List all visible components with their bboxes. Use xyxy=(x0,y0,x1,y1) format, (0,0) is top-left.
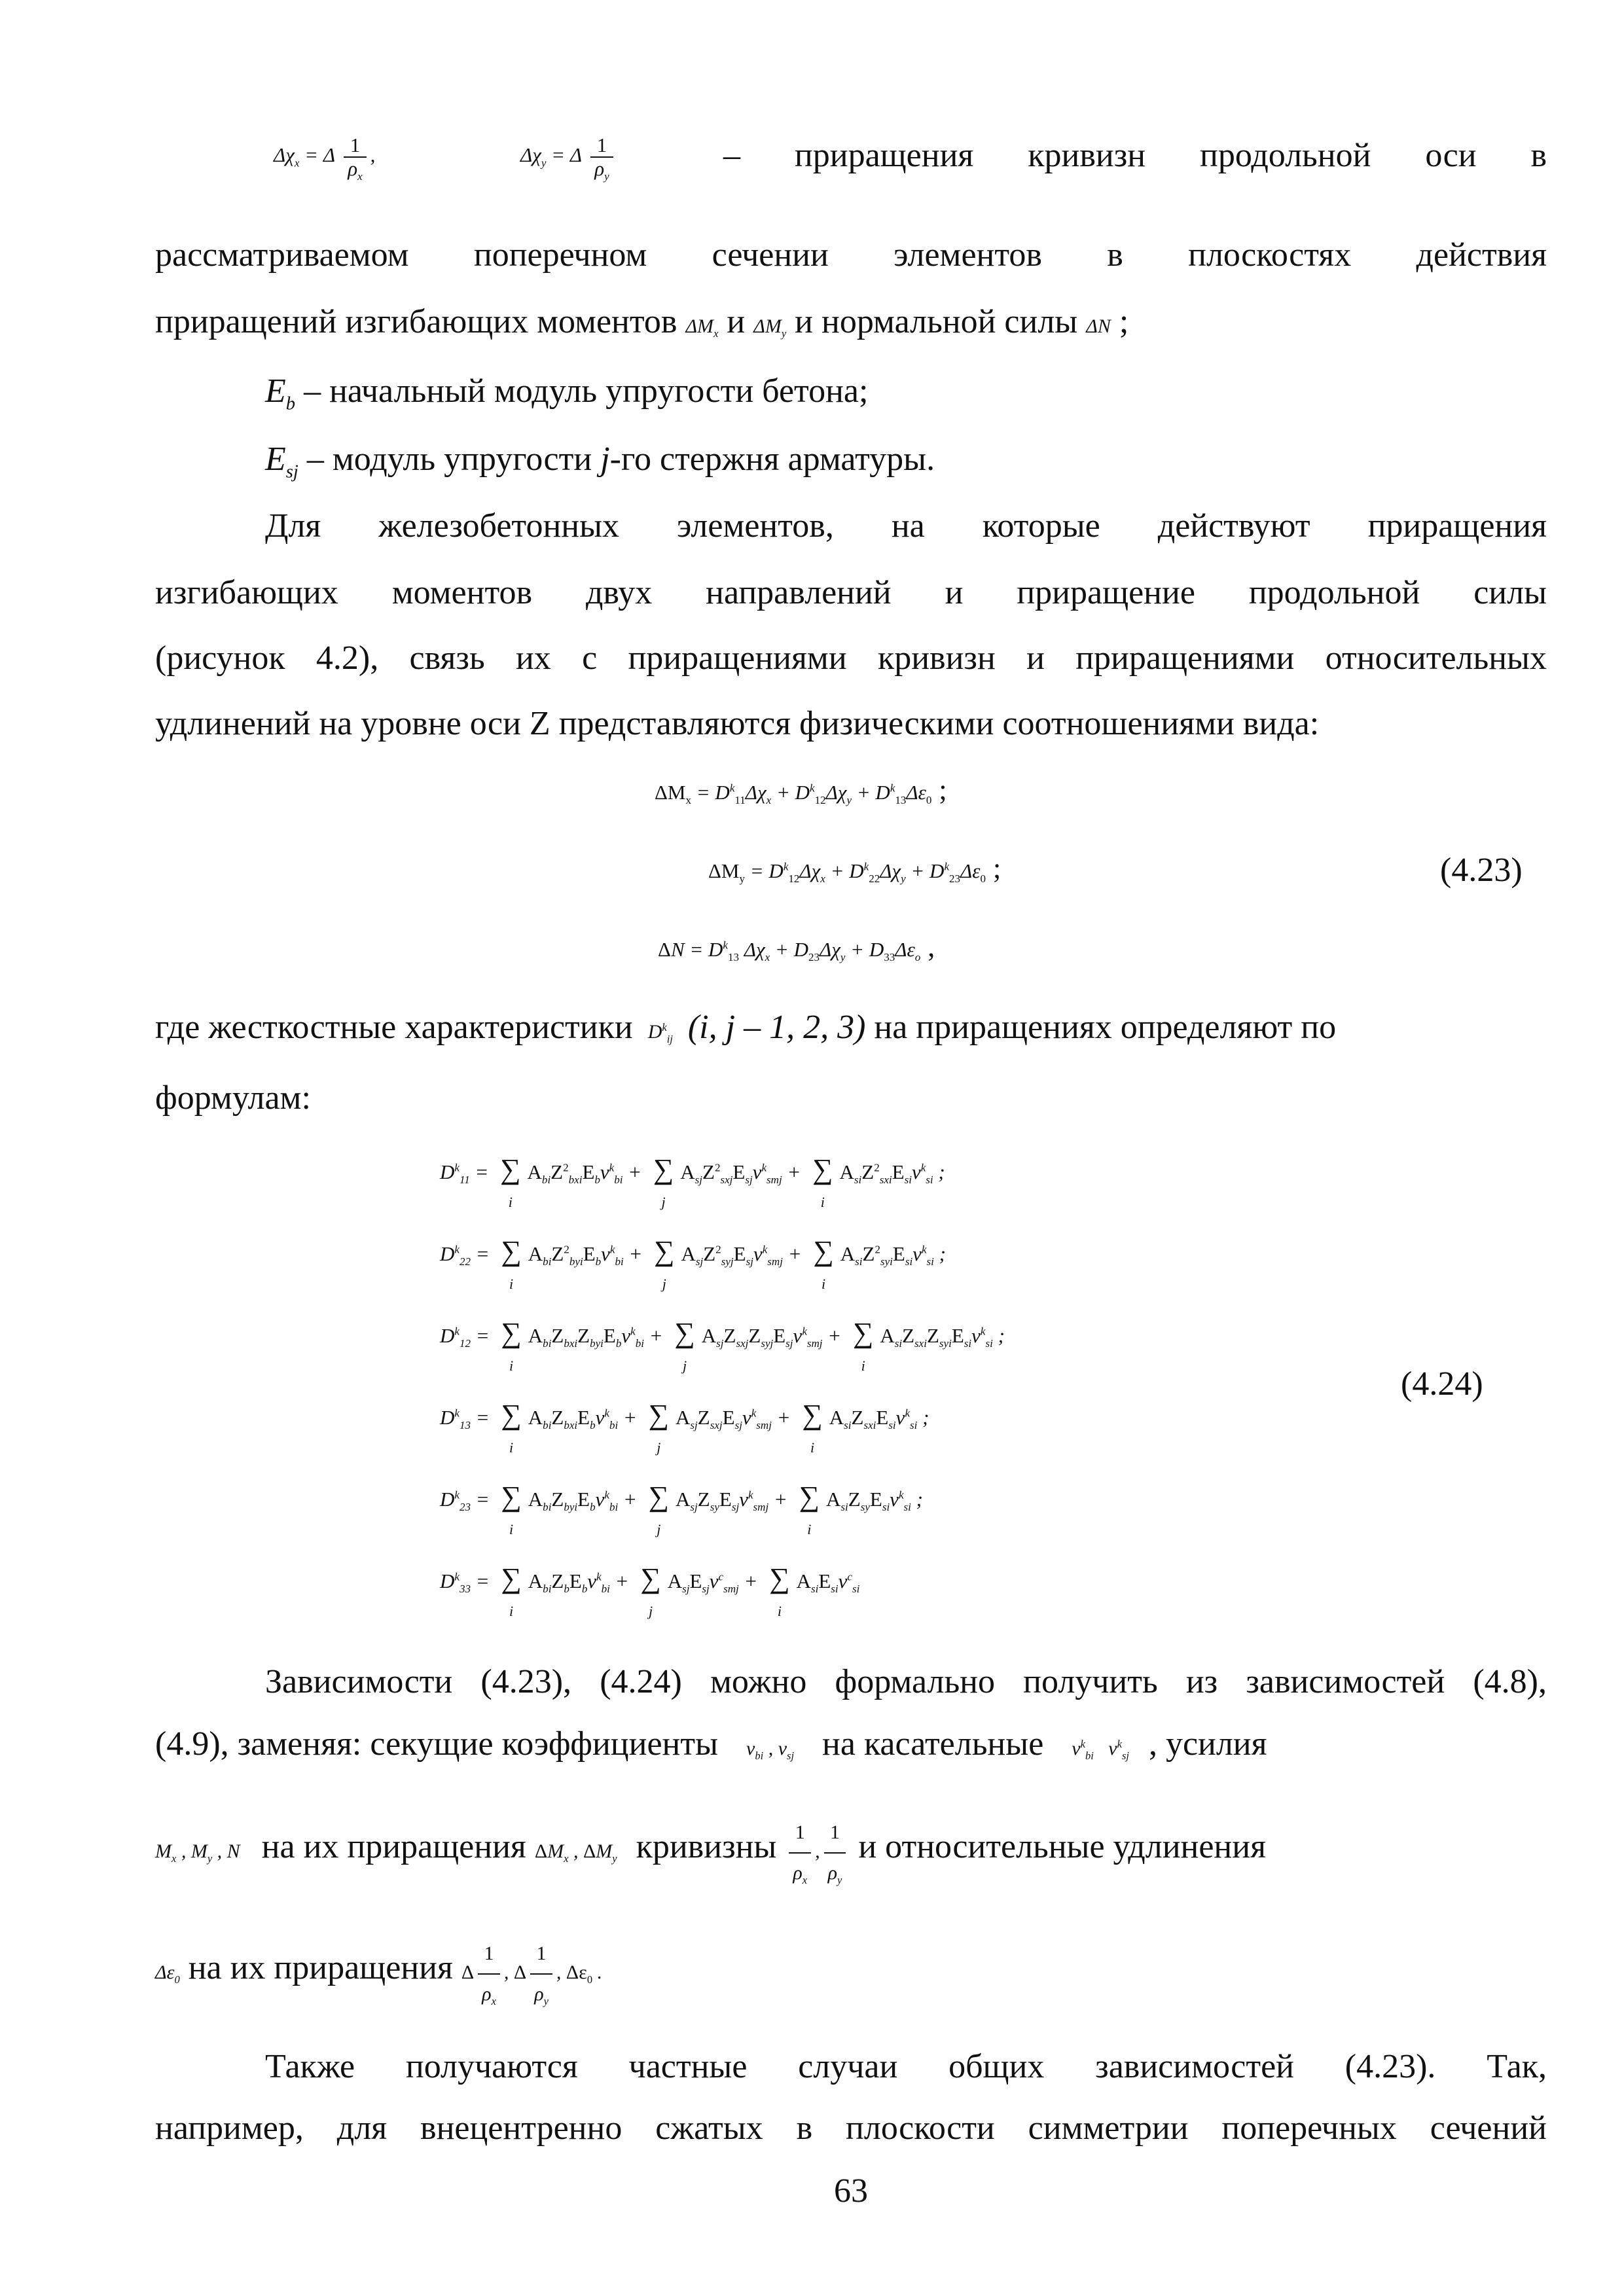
paragraph2-line1: Для железобетонных элементов, на которые действуют приращения xyxy=(265,507,1547,545)
paragraph5-line1: Также получаются частные случаи общих зависимостей (4.23). Так, xyxy=(265,2048,1547,2085)
equation-number-4-24: (4.24) xyxy=(1401,1365,1483,1403)
symbol-delta-mx: $\Delta M_x$ xyxy=(685,315,719,340)
paragraph1-text-b: и xyxy=(727,303,746,340)
eq424-row-12: $D^k_{12}$ = ∑ i $A_{bi}Z_{bxi}Z_{byi}E_b\nu^k_{bi}$ + ∑ j $A_{sj}Z_{sxj}Z_{syj}E_{sj}\nu^k_{smj}$ + ∑ i $A_{si}Z_{sxi}Z_{syi}E_{si}\nu^k_{si}$ ; xyxy=(440,1317,1005,1374)
eq-delta-chi-x: $\Delta\chi_x = \Delta$ $\frac{1}{\rho_x}$ , xyxy=(274,134,376,183)
eq423-row3: $\Delta N = D^k_{13}$ $\Delta\chi_x + D_{23}\Delta\chi_y + D_{33}\Delta\varepsilon_o$ , xyxy=(658,931,935,964)
paragraph1-text-c: и нормальной силы xyxy=(795,303,1078,340)
definition-eb: $E_b$ – начальный модуль упругости бетона; xyxy=(265,372,869,414)
paragraph1-text-a: приращений изгибающих моментов xyxy=(155,303,677,340)
paragraph2-line4: удлинений на уровне оси Z представляются физическими соотношениями вида: xyxy=(155,705,1320,742)
symbol-d-ij-k: $D^k_{ij}$ xyxy=(647,1021,673,1045)
top-line-text: – приращения кривизн продольной оси в xyxy=(723,137,1547,174)
symbol-delta-n: ΔN xyxy=(1086,315,1111,337)
paragraph4-line2: (4.9), заменяя: секущие коэффициенты $\nu_{bi}$ , $\nu_{sj}$ на касательные $\nu^k_{bi}$ $\nu^k_{sj}$ , усилия xyxy=(155,1725,1267,1763)
symbol-delta-my: $\Delta M_y$ xyxy=(753,315,787,340)
definition-esj: $E_{sj}$ – модуль упругости j-го стержня арматуры. xyxy=(265,440,935,482)
paragraph2-line3: (рисунок 4.2), связь их с приращениями кривизн и приращениями относительных xyxy=(155,639,1547,677)
eq423-row2: $\Delta M_y = D^k_{12}\Delta\chi_x + D^k_{22}\Delta\chi_y + D^k_{23}\Delta\varepsilon_0$ ; xyxy=(708,852,1001,886)
eq-delta-chi-y: $\Delta\chi_y = \Delta$ $\frac{1}{\rho_y}$ xyxy=(520,134,617,180)
paragraph1-line2: приращений изгибающих моментов $\Delta M_x$ и $\Delta M_y$ и нормальной силы ΔN ; xyxy=(155,303,1129,340)
paragraph2-line2: изгибающих моментов двух направлений и приращение продольной силы xyxy=(155,574,1547,611)
paragraph3-line1: где жесткостные характеристики $D^k_{ij}$ (i, j – 1, 2, 3) на приращениях определяют по xyxy=(155,1009,1337,1046)
eq424-row-22: $D^k_{22}$ = ∑ i $A_{bi}Z^2_{byi}E_b\nu^k_{bi}$ + ∑ j $A_{sj}Z^2_{syj}E_{sj}\nu^k_{smj}$ + ∑ i $A_{si}Z^2_{syi}E_{si}\nu^k_{si}$ ; xyxy=(440,1235,946,1292)
eq424-row-33: $D^k_{33}$ = ∑ i $A_{bi}Z_bE_b\nu^k_{bi}$ + ∑ j $A_{sj}E_{sj}\nu^c_{smj}$ + ∑ i $A_{si}E_{si}\nu^c_{si}$ xyxy=(440,1562,860,1619)
paragraph5-line2: например, для внецентренно сжатых в плоскости симметрии поперечных сечений xyxy=(155,2109,1547,2147)
paragraph4-line3: $M_x$ , $M_y$ , N на их приращения $\Delta M_x$ , $\Delta M_y$ кривизны $\frac{1}{\rho_x}$ , $\frac{1}{\rho_y}$ и относительные удлинения xyxy=(155,1813,1266,1893)
eq424-row-23: $D^k_{23}$ = ∑ i $A_{bi}Z_{byi}E_b\nu^k_{bi}$ + ∑ j $A_{sj}Z_{sy}E_{sj}\nu^k_{smj}$ + ∑ i $A_{si}Z_{sy}E_{si}\nu^k_{si}$ ; xyxy=(440,1480,923,1537)
eq424-row-11: $D^k_{11}$ = ∑ i $A_{bi}Z^2_{bxi}E_b\nu^k_{bi}$ + ∑ j $A_{sj}Z^2_{sxj}E_{sj}\nu^k_{smj}$ + ∑ i $A_{si}Z^2_{sxi}E_{si}\nu^k_{si}$ ; xyxy=(440,1153,945,1210)
equation-number-4-23: (4.23) xyxy=(1440,852,1523,889)
eq424-row-13: $D^k_{13}$ = ∑ i $A_{bi}Z_{bxi}E_b\nu^k_{bi}$ + ∑ j $A_{sj}Z_{sxj}E_{sj}\nu^k_{smj}$ + ∑ i $A_{si}Z_{sxi}E_{si}\nu^k_{si}$ ; xyxy=(440,1399,929,1456)
paragraph4-line4: $\Delta\varepsilon_0$ на их приращения Δ $\frac{1}{\rho_x}$ , Δ $\frac{1}{\rho_y}$ , $\Delta\varepsilon_0$ . xyxy=(155,1934,602,2014)
page-number: 63 xyxy=(834,2172,868,2210)
eq423-row1: $\Delta M_x = D^k_{11}\Delta\chi_x + D^k_{12}\Delta\chi_y + D^k_{13}\Delta\varepsilon_0$ ; xyxy=(655,774,947,807)
paragraph4-line1: Зависимости (4.23), (4.24) можно формально получить из зависимостей (4.8), xyxy=(265,1663,1547,1700)
paragraph1-line1: рассматриваемом поперечном сечении элементов в плоскостях действия xyxy=(155,236,1547,274)
paragraph3-line2: формулам: xyxy=(155,1079,311,1117)
